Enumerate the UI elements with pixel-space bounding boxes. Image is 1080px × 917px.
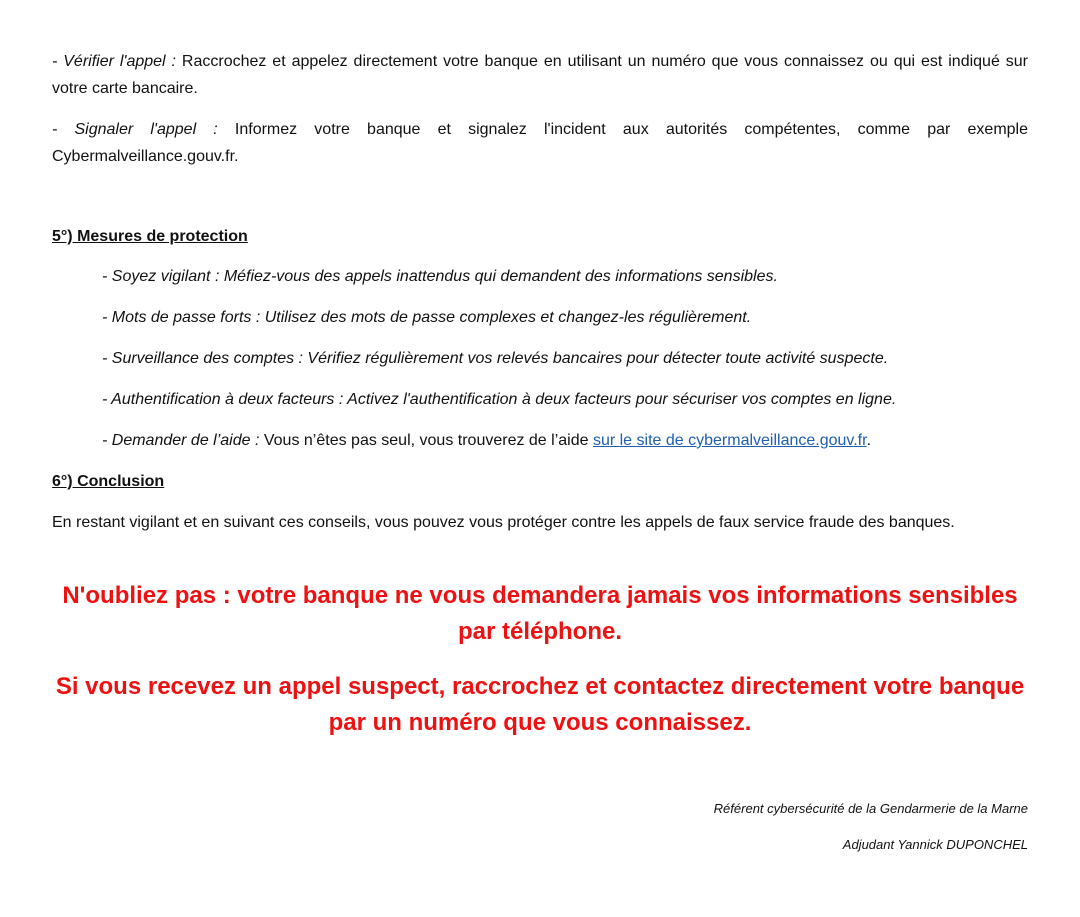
list-item: - Authentification à deux facteurs : Activez l'authentification à deux facteurs pour sécuriser vos comptes en ligne. <box>102 391 897 408</box>
list-item-help <box>102 430 1032 471</box>
protection-measures-list <box>102 266 1032 471</box>
help-text: Vous n’êtes pas seul, vous trouverez de l’aide <box>259 432 593 449</box>
signature-name: Adjudant Yannick DUPONCHEL <box>842 837 1028 852</box>
list-item: - Surveillance des comptes : Vérifiez régulièrement vos relevés bancaires pour détecter toute activité suspecte. <box>102 350 889 367</box>
help-lead: - Demander de l’aide : <box>102 432 260 449</box>
list-item: - Mots de passe forts : Utilisez des mots de passe complexes et changez-les régulièrement. <box>102 309 752 326</box>
warning-suspect-call: Si vous recevez un appel suspect, raccrochez et contactez directement votre banque par un numéro que vous connaissez. <box>55 673 1025 736</box>
conclusion-text: En restant vigilant et en suivant ces conseils, vous pouvez vous protéger contre les appels de faux service fraude des banques. <box>52 514 955 531</box>
tip-verifier-appel <box>52 48 1028 102</box>
warning-bank-never-asks: N'oubliez pas : votre banque ne vous demandera jamais vos informations sensibles par téléphone. <box>62 582 1018 645</box>
cybermalveillance-link[interactable]: sur le site de cybermalveillance.gouv.fr <box>592 432 867 449</box>
section-5-heading: 5°) Mesures de protection <box>52 228 248 245</box>
tip-signaler-lead: - Signaler l'appel : <box>52 121 218 138</box>
section-6-heading: 6°) Conclusion <box>52 473 165 490</box>
list-item: - Soyez vigilant : Méfiez-vous des appels inattendus qui demandent des informations sensibles. <box>102 268 778 285</box>
help-end: . <box>866 432 872 449</box>
tip-signaler-text: Informez votre banque et signalez l'incident aux autorités compétentes, comme par exemple Cybermalveillance.gouv.fr. <box>52 121 1028 165</box>
tip-signaler-appel <box>52 116 1028 170</box>
signature-role: Référent cybersécurité de la Gendarmerie de la Marne <box>713 801 1028 816</box>
tip-verifier-lead: - Vérifier l'appel : <box>52 53 176 70</box>
tip-verifier-text: Raccrochez et appelez directement votre banque en utilisant un numéro que vous connaissez ou qui est indiqué sur votre carte bancaire. <box>52 53 1028 97</box>
